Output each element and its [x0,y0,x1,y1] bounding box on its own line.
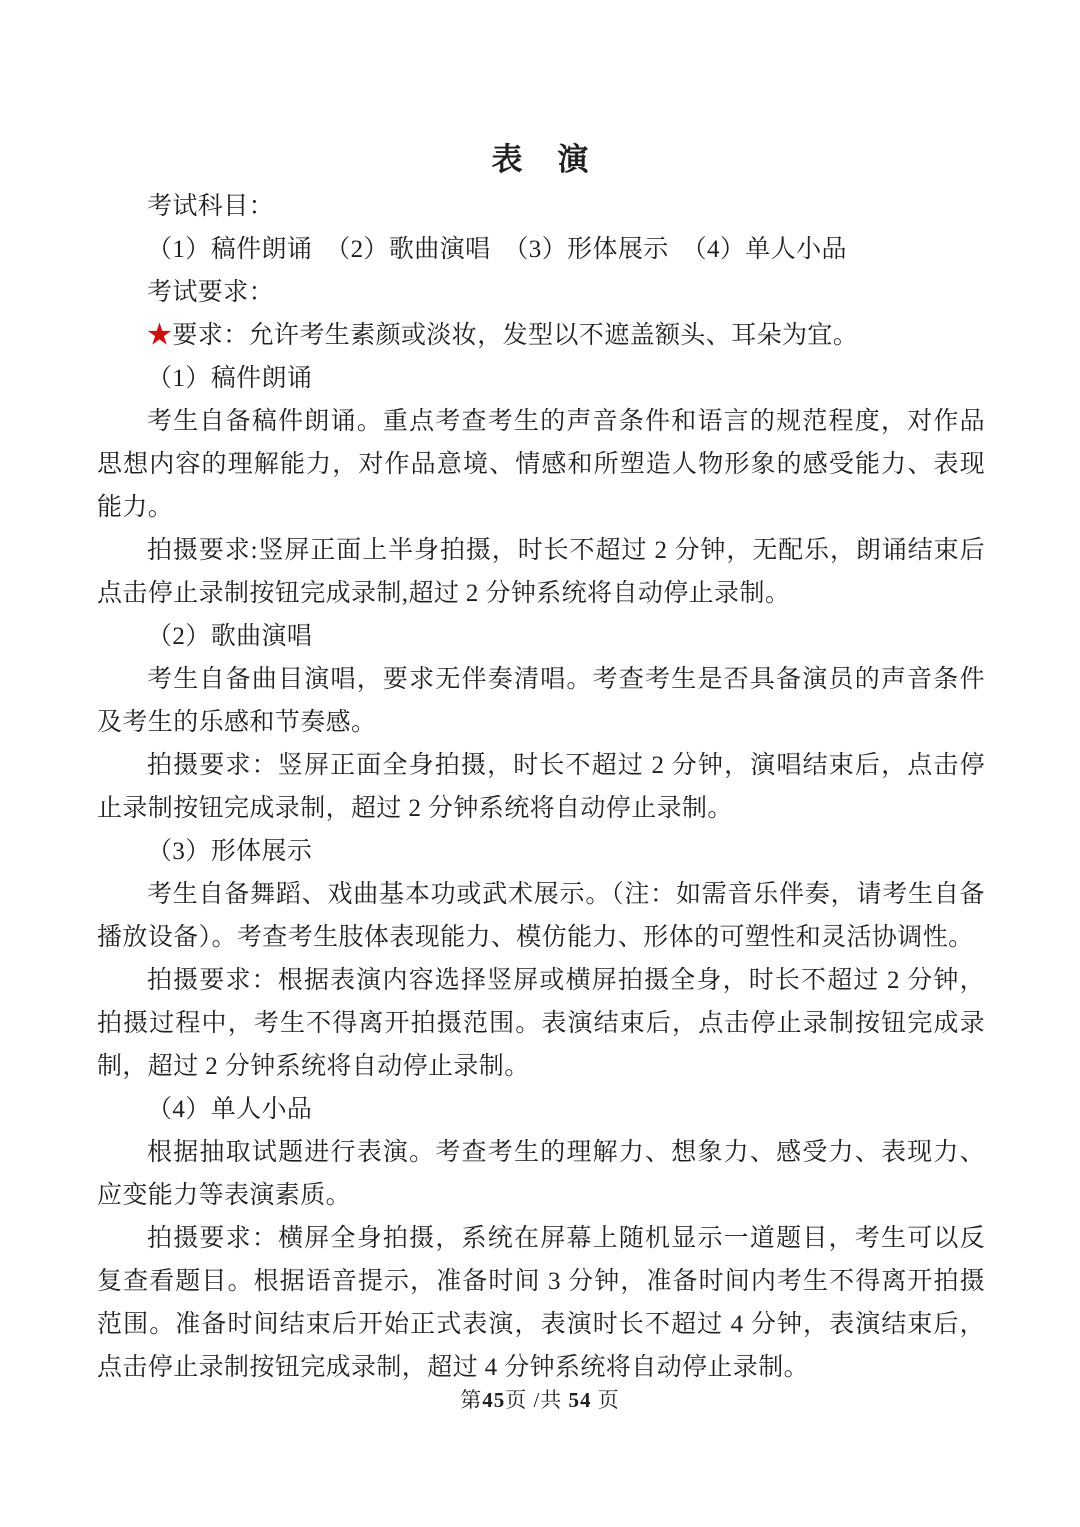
footer-page-suffix: 页 [591,1388,620,1412]
document-body [97,135,985,1389]
physical-display-filming-requirements: 拍摄要求：根据表演内容选择竖屏或横屏拍摄全身，时长不超过 2 分钟，拍摄过程中，考生不得离开拍摄范围。表演结束后，点击停止录制按钮完成录制，超过 2 分钟系统将自动停止录制。 [97,967,985,1080]
section-heading-solo-sketch: （4）单人小品 [147,1096,313,1123]
singing-description: 考生自备曲目演唱，要求无伴奏清唱。考查考生是否具备演员的声音条件及考生的乐感和节奏感。 [97,666,985,736]
singing-filming-requirements: 拍摄要求：竖屏正面全身拍摄，时长不超过 2 分钟，演唱结束后，点击停止录制按钮完成录制，超过 2 分钟系统将自动停止录制。 [97,752,985,822]
page-footer [0,1384,1080,1414]
section-heading-singing: （2）歌曲演唱 [147,623,313,650]
total-page-number: 54 [568,1388,592,1412]
section-heading-physical-display: （3）形体展示 [147,838,313,865]
footer-page-prefix: 第 [460,1388,483,1412]
star-requirement-line [97,314,985,357]
exam-subjects-list: （1）稿件朗诵 （2）歌曲演唱 （3）形体展示 （4）单人小品 [147,236,847,263]
footer-separator: 页 /共 [505,1388,569,1412]
solo-sketch-filming-requirements: 拍摄要求：横屏全身拍摄，系统在屏幕上随机显示一道题目，考生可以反复查看题目。根据语音提示，准备时间 3 分钟，准备时间内考生不得离开拍摄范围。准备时间结束后开始正式表演，表演时长不超过 4 分钟，表演结束后，点击停止录制按钮完成录制，超过 4 分钟系统将自动停止录制。 [97,1225,985,1381]
star-icon: ★ [147,322,173,349]
recitation-description: 考生自备稿件朗诵。重点考查考生的声音条件和语言的规范程度，对作品思想内容的理解能力，对作品意境、情感和所塑造人物形象的感受能力、表现能力。 [97,408,985,521]
exam-subjects-label: 考试科目： [147,193,275,220]
recitation-filming-requirements: 拍摄要求:竖屏正面上半身拍摄，时长不超过 2 分钟，无配乐，朗诵结束后点击停止录制按钮完成录制,超过 2 分钟系统将自动停止录制。 [97,537,985,607]
star-requirement-text: 要求：允许考生素颜或淡妆，发型以不遮盖额头、耳朵为宜。 [172,322,859,349]
section-heading-recitation: （1）稿件朗诵 [147,365,313,392]
current-page-number: 45 [482,1388,506,1412]
exam-requirements-label: 考试要求： [147,279,275,306]
physical-display-description: 考生自备舞蹈、戏曲基本功或武术展示。（注：如需音乐伴奏，请考生自备播放设备）。考查考生肢体表现能力、模仿能力、形体的可塑性和灵活协调性。 [97,881,985,951]
page-title: 表 演 [491,142,591,177]
solo-sketch-description: 根据抽取试题进行表演。考查考生的理解力、想象力、感受力、表现力、应变能力等表演素质。 [97,1139,985,1209]
